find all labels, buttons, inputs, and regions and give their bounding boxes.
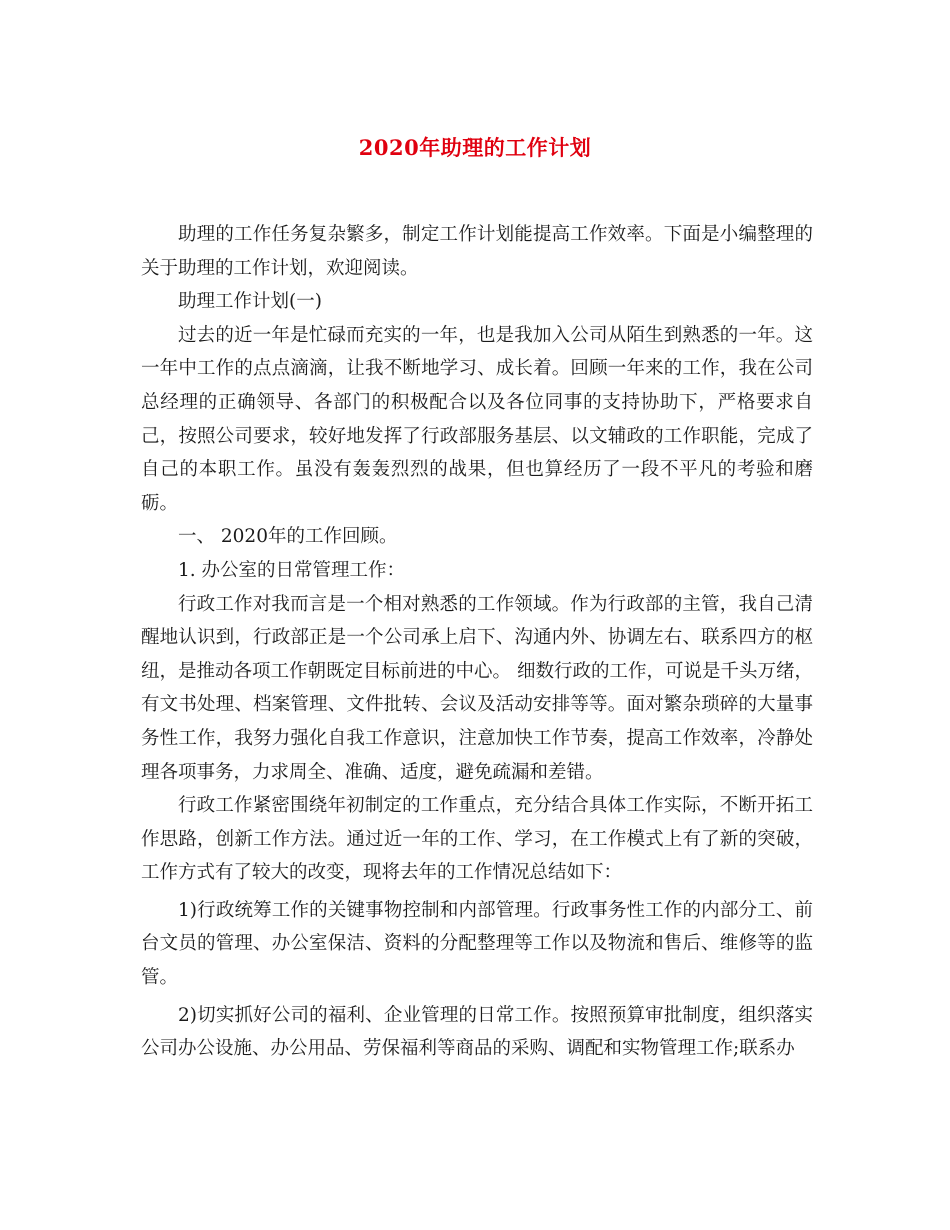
paragraph-admin-work: 行政工作对我而言是一个相对熟悉的工作领域。作为行政部的主管，我自己清醒地认识到，行政部正是一个公司承上启下、沟通内外、协调左右、联系四方的枢纽，是推动各项工作朝既定目标前进的中心。 细数行政的工作，可说是千头万绪，有文书处理、档案管理、文件批转、会议及活动安排等等。面对繁杂琐碎的大量事务性工作，我努力强化自我工作意识，注意加快工作节奏，提高工作效率，冷静处理各项事务，力求周全、准确、适度，避免疏漏和差错。 — [141, 593, 813, 783]
paragraph-item-1: 1)行政统筹工作的关键事物控制和内部管理。行政事务性工作的内部分工、前台文员的管理、办公室保洁、资料的分配整理等工作以及物流和售后、维修等的监管。 — [141, 899, 813, 989]
paragraph-admin-focus: 行政工作紧密围绕年初制定的工作重点，充分结合具体工作实际，不断开拓工作思路，创新工作方法。通过近一年的工作、学习，在工作模式上有了新的突破，工作方式有了较大的改变，现将去年的工作情况总结如下： — [141, 795, 813, 884]
paragraph-section-heading: 助理工作计划(一) — [178, 291, 322, 313]
paragraph-heading-office: 1. 办公室的日常管理工作： — [178, 559, 406, 581]
paragraph-heading-review: 一、 2020年的工作回顾。 — [178, 526, 398, 548]
document-title: 2020年助理的工作计划 — [358, 135, 592, 160]
paragraph-review: 过去的近一年是忙碌而充实的一年，也是我加入公司从陌生到熟悉的一年。这一年中工作的点点滴滴，让我不断地学习、成长着。回顾一年来的工作，我在公司总经理的正确领导、各部门的积极配合以及各位同事的支持协助下，严格要求自己，按照公司要求，较好地发挥了行政部服务基层、以文辅政的工作职能，完成了自己的本职工作。虽没有轰轰烈烈的战果，但也算经历了一段不平凡的考验和磨砺。 — [141, 324, 813, 514]
paragraph-item-2: 2)切实抓好公司的福利、企业管理的日常工作。按照预算审批制度，组织落实公司办公设施、办公用品、劳保福利等商品的采购、调配和实物管理工作;联系办 — [141, 1004, 813, 1060]
document-body — [141, 218, 813, 1066]
paragraph-intro: 助理的工作任务复杂繁多，制定工作计划能提高工作效率。下面是小编整理的关于助理的工作计划，欢迎阅读。 — [141, 224, 813, 279]
